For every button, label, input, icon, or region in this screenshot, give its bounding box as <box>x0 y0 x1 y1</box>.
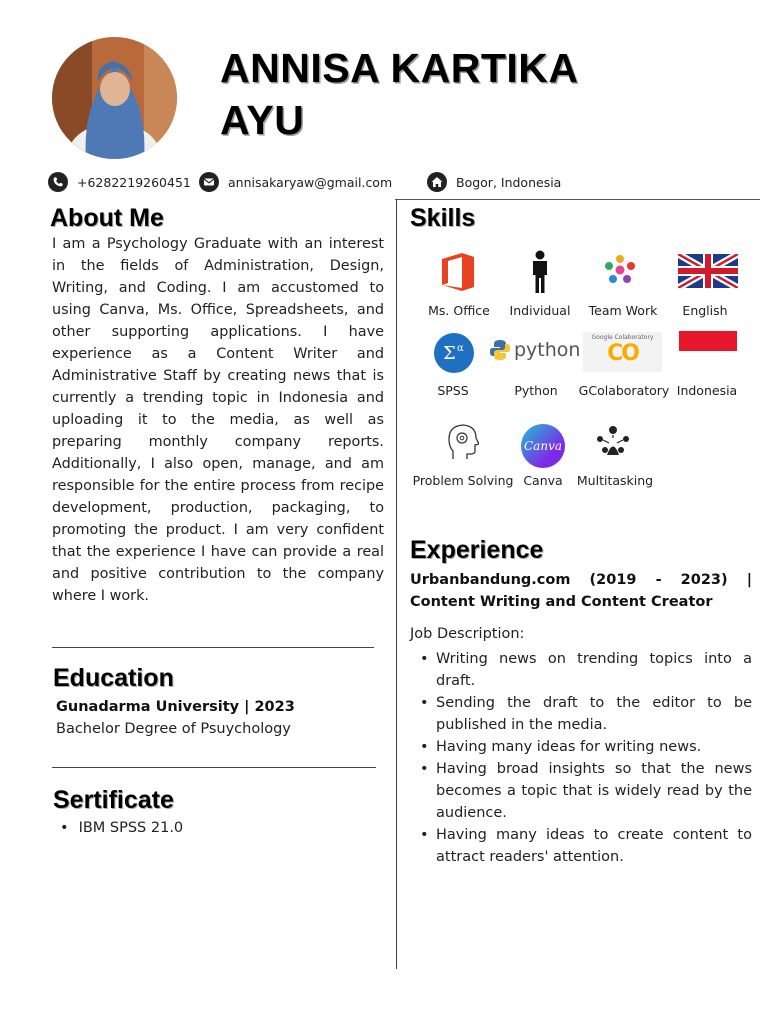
skill-label-canva: Canva <box>523 473 563 488</box>
contact-email[interactable] <box>199 171 392 193</box>
education-degree: Bachelor Degree of Psuychology <box>56 721 291 737</box>
person-icon <box>527 249 553 295</box>
spss-icon <box>432 331 476 375</box>
skill-label-english: English <box>682 303 728 318</box>
job-duties-list <box>416 648 752 868</box>
phone-icon <box>48 172 68 192</box>
skills-heading: Skills <box>410 204 476 232</box>
python-logo-text: python <box>514 339 581 361</box>
experience-company: Urbanbandung.com (2019 - 2023) | Content Writing and Content Creator <box>410 572 752 610</box>
skill-label-ms-office: Ms. Office <box>428 303 490 318</box>
experience-heading: Experience <box>410 536 544 564</box>
uk-flag-icon <box>677 254 738 288</box>
profile-photo <box>52 37 177 159</box>
certificate-list <box>60 820 183 836</box>
column-divider <box>396 199 397 969</box>
skill-label-multitasking: Multitasking <box>576 473 654 488</box>
name-line-1: ANNISA KARTIKA <box>220 45 579 91</box>
education-heading: Education <box>53 664 174 692</box>
skill-label-individual: Individual <box>509 303 571 318</box>
job-duty-item: • Having many ideas to create content to attract readers' attention. <box>416 824 752 868</box>
svg-text:Σ: Σ <box>443 343 456 364</box>
education-divider <box>52 767 376 768</box>
canva-icon <box>521 424 565 468</box>
email-text: annisakaryaw@gmail.com <box>228 174 393 190</box>
job-description-label: Job Description: <box>410 626 525 642</box>
head-gear-icon <box>446 421 480 461</box>
colab-icon <box>583 332 662 372</box>
ms-office-icon <box>437 250 479 294</box>
job-duty-item: • Sending the draft to the editor to be published in the media. <box>416 692 752 736</box>
skill-label-spss: SPSS <box>437 383 469 398</box>
skill-label-problem-solving: Problem Solving <box>412 473 514 488</box>
skill-label-python: Python <box>514 383 558 398</box>
about-divider <box>52 647 374 648</box>
header-divider <box>395 199 760 200</box>
canva-logo-text: Canva <box>524 439 562 453</box>
skill-label-team-work: Team Work <box>588 303 658 318</box>
multitasking-icon <box>594 424 632 456</box>
python-snake-icon <box>489 339 511 361</box>
certificate-item: • IBM SPSS 21.0 <box>60 820 183 836</box>
svg-text:α: α <box>457 343 464 354</box>
home-icon <box>427 172 447 192</box>
name-line-2: AYU <box>220 97 305 143</box>
phone-text: +6282219260451 <box>77 174 191 190</box>
location-text: Bogor, Indonesia <box>456 174 562 190</box>
job-duty-item: • Having broad insights so that the news becomes a topic that is widely read by the audience. <box>416 758 752 824</box>
about-text: I am a Psychology Graduate with an interest in the fields of Administration, Design, Writing, and Coding. I am accustomed to using Canva, Ms. Office, Spreadsheets, and other supporting applications. I have experience as a Content Writer and Administrative Staff by creating news that is currently a trending topic in Indonesia and uploading it to the media, as well as preparing monthly company reports. Additionally, I also open, manage, and am responsible for the entire process from recipe development, production, packaging, to promoting the product. I am very confident that the experience I have can provide a real and positive contribution to the company where I work. <box>52 236 384 604</box>
job-duty-item: • Having many ideas for writing news. <box>416 736 752 758</box>
contact-location <box>427 171 561 193</box>
teamwork-icon <box>604 254 636 284</box>
about-heading: About Me <box>50 204 164 232</box>
certificate-heading: Sertificate <box>53 786 174 814</box>
email-icon <box>199 172 219 192</box>
skill-label-indonesia: Indonesia <box>676 383 738 398</box>
education-school: Gunadarma University | 2023 <box>56 699 295 715</box>
colab-logo-caption: Google Colaboratory <box>591 334 654 341</box>
colab-logo-text: CO <box>607 341 638 366</box>
full-name <box>220 42 720 146</box>
indonesia-flag-icon <box>678 331 737 351</box>
python-icon <box>489 335 581 365</box>
job-duty-item: • Writing news on trending topics into a draft. <box>416 648 752 692</box>
skill-label-gcolaboratory: GColaboratory <box>578 383 670 398</box>
contact-phone[interactable] <box>48 171 191 193</box>
